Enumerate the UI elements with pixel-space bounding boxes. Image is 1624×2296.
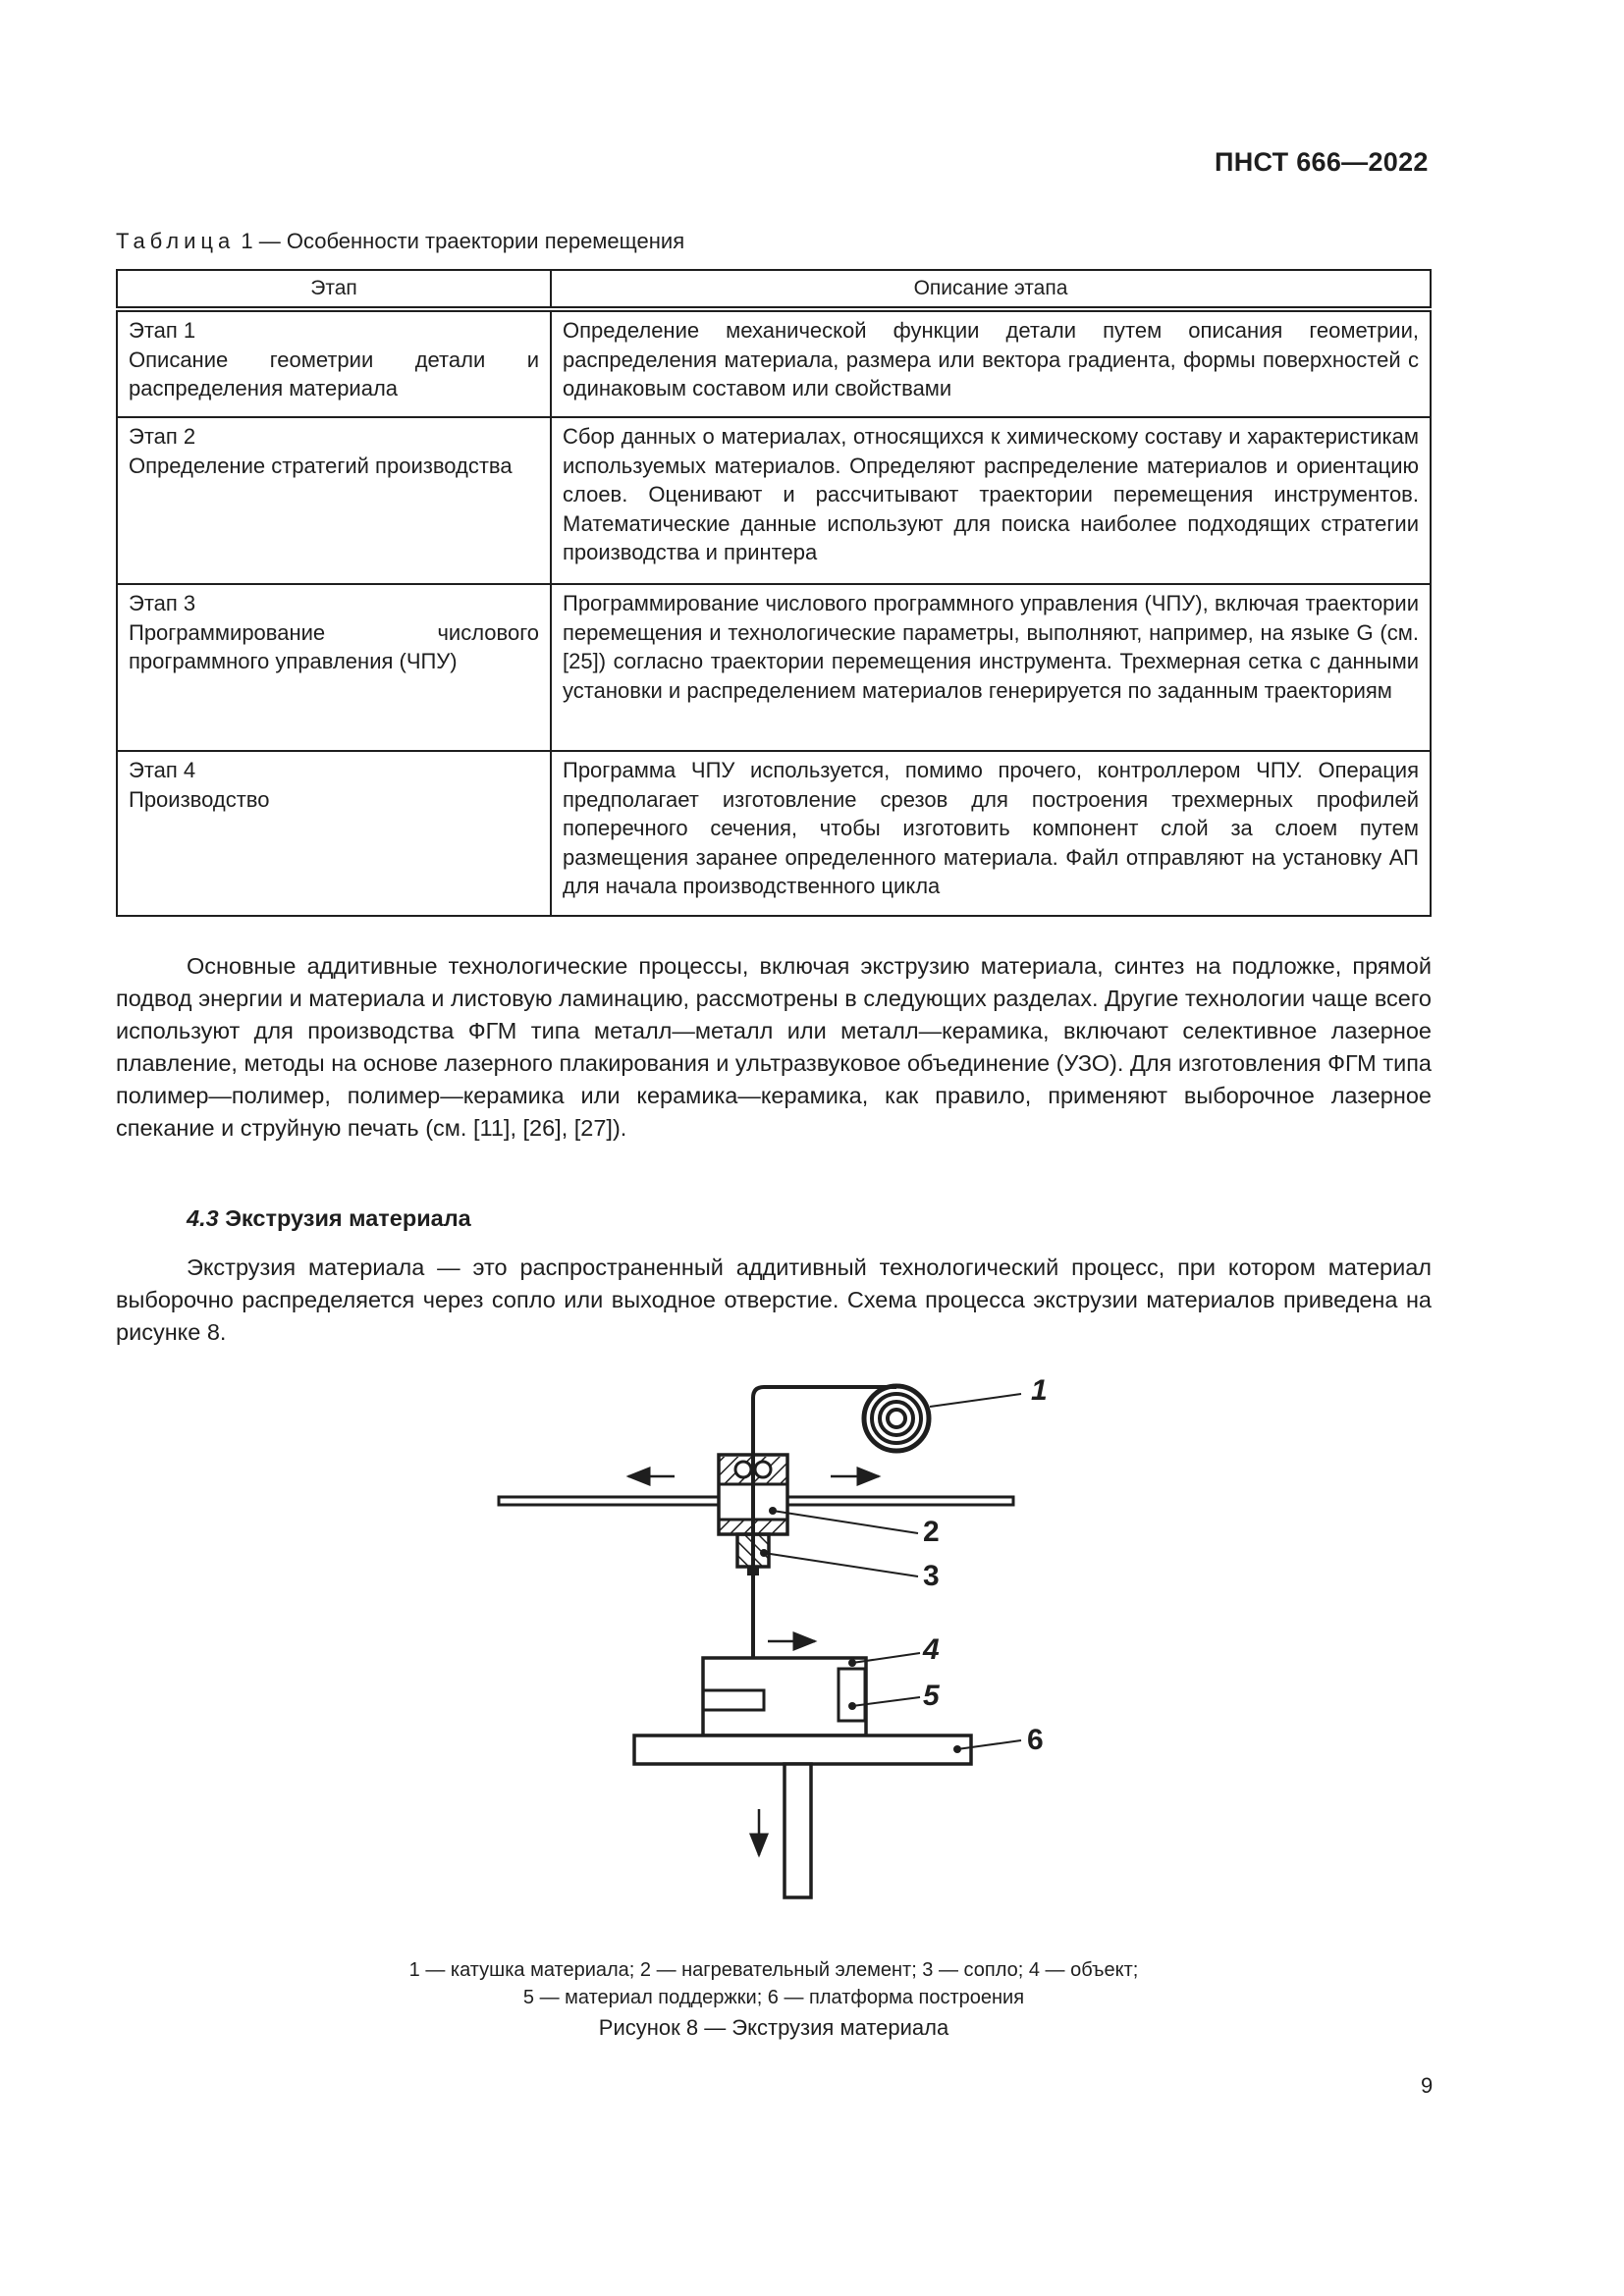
callout-label: 4 (923, 1633, 940, 1666)
section-number: 4.3 (187, 1205, 219, 1231)
callout-label: 3 (923, 1560, 940, 1592)
description-cell: Определение механической функции детали путем описания геометрии, распределения материала, размера или вектора градиента, формы поверхностей с одинаковым составом или свойствами (551, 309, 1431, 417)
callout-label: 1 (1031, 1374, 1048, 1407)
document-code: ПНСТ 666—2022 (1215, 147, 1429, 177)
stage-number: Этап 2 (129, 424, 196, 449)
section-title: Экструзия материала (225, 1205, 471, 1231)
page-number: 9 (1421, 2073, 1434, 2098)
platform-column (785, 1764, 811, 1897)
stage-name: Описание геометрии детали и распределения материала (129, 347, 539, 400)
column-header-stage: Этап (117, 270, 551, 309)
paragraph-text: Экструзия материала — это распространенный аддитивный технологический процесс, при котором материал выборочно распределяется через сопло или выходное отверстие. Схема процесса экструзии материалов приведена на рисунке 8. (116, 1255, 1432, 1345)
description-cell: Программа ЧПУ используется, помимо прочего, контроллером ЧПУ. Операция предполагает изготовление срезов для построения трехмерных профилей поперечного сечения, чтобы изготовить компонент слой за слоем путем размещения заранее определенного материала. Файл отправляют на установку АП для начала производственного цикла (551, 751, 1431, 916)
table-caption-prefix: Таблица (116, 229, 236, 253)
description-cell: Сбор данных о материалах, относящихся к химическому составу и характеристикам используемых материалов. Определяют распределение материалов и ориентацию слоев. Оценивают и рассчитывают траектории перемещения инструментов. Математические данные используют для поиска наиболее подходящих стратегии производства и принтера (551, 417, 1431, 584)
stage-number: Этап 4 (129, 758, 196, 782)
callout-label: 2 (923, 1516, 940, 1548)
callout-label: 5 (923, 1680, 940, 1712)
figure-legend-line-1: 1 — катушка материала; 2 — нагревательный элемент; 3 — сопло; 4 — объект; (408, 1959, 1139, 1981)
build-platform (634, 1735, 971, 1764)
figure-legend-line-2: 5 — материал поддержки; 6 — платформа построения (522, 1987, 1025, 2008)
figure-caption: Рисунок 8 — Экструзия материала (598, 2015, 949, 2040)
stage-number: Этап 3 (129, 591, 196, 615)
table-caption-text: 1 — Особенности траектории перемещения (241, 229, 685, 253)
description-cell: Программирование числового программного управления (ЧПУ), включая траектории перемещения и технологические параметры, выполняют, например, на языке G (см. [25]) согласно траектории перемещения инструмента. Трехмерная сетка с данными установки и распределением материалов генерируется по заданным траекториям (551, 584, 1431, 751)
column-header-description: Описание этапа (551, 270, 1431, 309)
stage-name: Программирование числового программного управления (ЧПУ) (129, 619, 539, 673)
stage-number: Этап 1 (129, 318, 196, 343)
stage-name: Производство (129, 786, 270, 812)
paragraph-text: Основные аддитивные технологические процессы, включая экструзию материала, синтез на подложке, прямой подвод энергии и материала и листовую ламинацию, рассмотрены в следующих разделах. Другие технологии чаще всего используют для производства ФГМ типа металл—металл или металл—керамика, включают селективное лазерное плавление, методы на основе лазерного плакирования и ультразвуковое объединение (УЗО). Для изготовления ФГМ типа полимер—полимер, полимер—керамика или керамика—керамика, как правило, применяют выборочное лазерное спекание и струйную печать (см. [11], [26], [27]). (116, 953, 1432, 1141)
stage-name: Определение стратегий производства (129, 453, 513, 478)
callout-label: 6 (1027, 1724, 1044, 1756)
